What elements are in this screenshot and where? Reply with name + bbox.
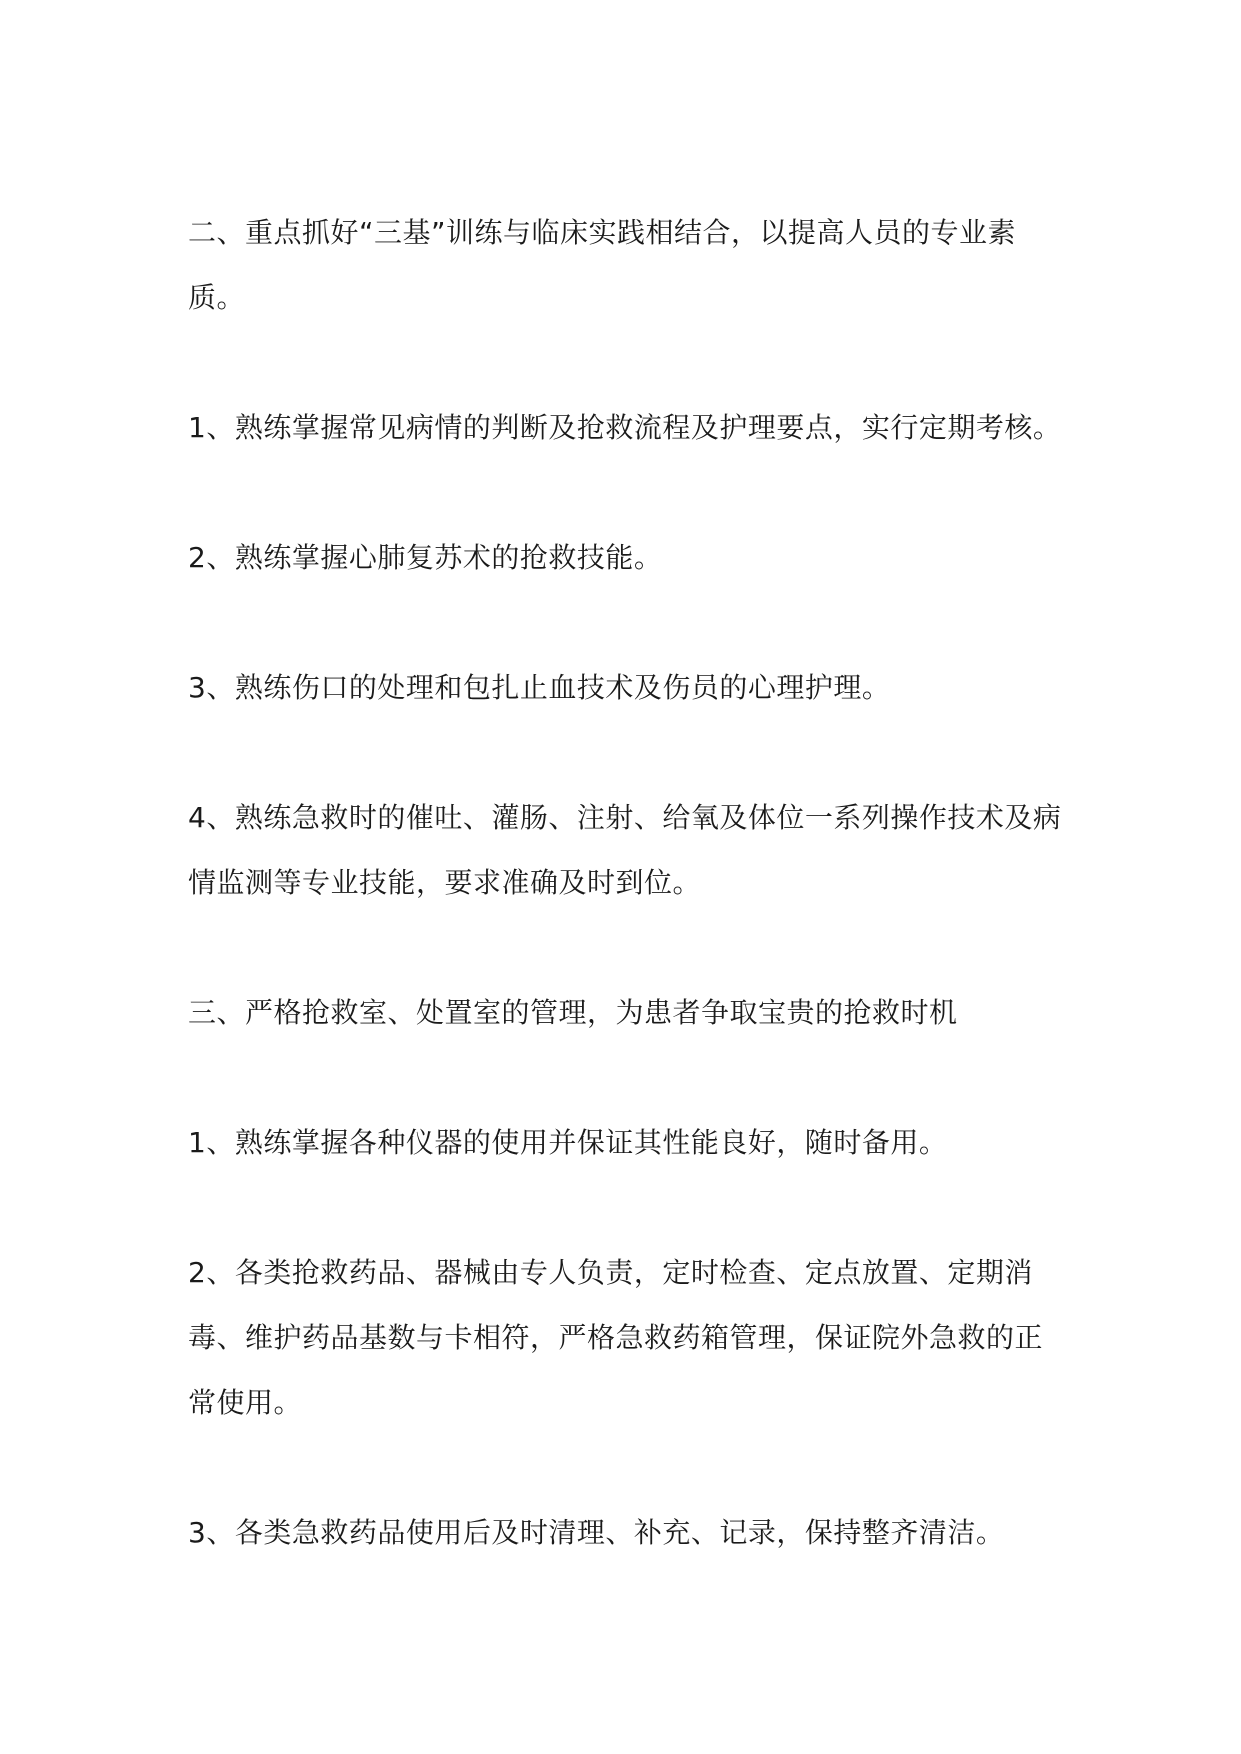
document-body bbox=[188, 200, 1068, 1630]
list-item-2-3: 3、熟练伤口的处理和包扎止血技术及伤员的心理护理。 bbox=[188, 671, 891, 704]
list-item-3-1: 1、熟练掌握各种仪器的使用并保证其性能良好，随时备用。 bbox=[188, 1126, 948, 1159]
section-heading-2: 二、重点抓好“三基”训练与临床实践相结合，以提高人员的专业素质。 bbox=[188, 216, 1017, 314]
list-item-3-3: 3、各类急救药品使用后及时清理、补充、记录，保持整齐清洁。 bbox=[188, 1516, 1005, 1549]
list-item-2-4: 4、熟练急救时的催吐、灌肠、注射、给氧及体位一系列操作技术及病情监测等专业技能，要求准确及时到位。 bbox=[188, 801, 1062, 899]
list-item-2-1: 1、熟练掌握常见病情的判断及抢救流程及护理要点，实行定期考核。 bbox=[188, 411, 1062, 444]
section-heading-3: 三、严格抢救室、处置室的管理，为患者争取宝贵的抢救时机 bbox=[188, 996, 958, 1029]
list-item-3-2: 2、各类抢救药品、器械由专人负责，定时检查、定点放置、定期消毒、维护药品基数与卡相符，严格急救药箱管理，保证院外急救的正常使用。 bbox=[188, 1256, 1044, 1419]
list-item-2-2: 2、熟练掌握心肺复苏术的抢救技能。 bbox=[188, 541, 663, 574]
